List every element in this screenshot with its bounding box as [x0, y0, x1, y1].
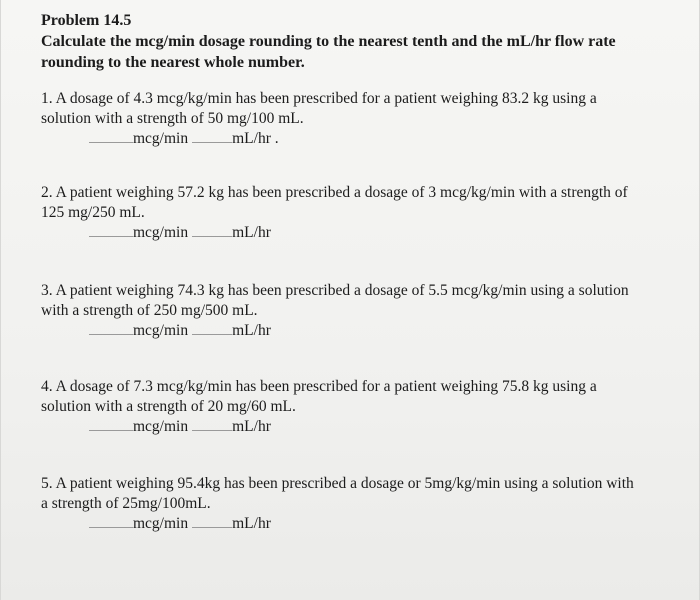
- problem-5-mcg-blank[interactable]: [89, 526, 133, 528]
- problem-4-line-1: 4. A dosage of 7.3 mcg/kg/min has been prescribed for a patient weighing 75.8 kg using a: [41, 378, 597, 395]
- problem-5: [41, 474, 681, 534]
- problem-2-ml-blank[interactable]: [192, 235, 232, 237]
- problem-3-unit-mcg: mcg/min: [133, 322, 189, 339]
- problem-5-ml-blank[interactable]: [192, 526, 232, 528]
- problem-2-answer-row: [89, 223, 681, 243]
- problem-2: [41, 183, 681, 243]
- problem-2-mcg-blank[interactable]: [89, 235, 133, 237]
- problem-5-line-1: 5. A patient weighing 95.4kg has been prescribed a dosage or 5mg/kg/min using a solution with: [41, 475, 634, 492]
- problem-5-line-2: a strength of 25mg/100mL.: [41, 495, 211, 512]
- problem-4-mcg-blank[interactable]: [89, 429, 133, 431]
- problem-4-ml-blank[interactable]: [192, 429, 232, 431]
- problem-1-unit-ml: mL/hr .: [232, 130, 279, 147]
- instruction-line-1: Calculate the mcg/min dosage rounding to the nearest tenth and the mL/hr flow rate: [41, 33, 616, 50]
- problem-3-line-2: with a strength of 250 mg/500 mL.: [41, 302, 258, 319]
- problem-2-line-2: 125 mg/250 mL.: [41, 204, 145, 221]
- problem-1-line-1: 1. A dosage of 4.3 mcg/kg/min has been prescribed for a patient weighing 83.2 kg using a: [41, 90, 597, 107]
- problem-5-unit-mcg: mcg/min: [133, 515, 189, 532]
- problem-1-mcg-blank[interactable]: [89, 141, 133, 143]
- problem-3-unit-ml: mL/hr: [232, 322, 271, 339]
- problem-4-unit-mcg: mcg/min: [133, 418, 189, 435]
- problem-1-unit-mcg: mcg/min: [133, 130, 189, 147]
- problem-title: Problem 14.5: [41, 12, 132, 29]
- problem-1-answer-row: [89, 129, 681, 149]
- instruction-line-2: rounding to the nearest whole number.: [41, 54, 305, 71]
- problem-4-unit-ml: mL/hr: [232, 418, 271, 435]
- problem-1: [41, 89, 681, 149]
- problem-4-line-2: solution with a strength of 20 mg/60 mL.: [41, 398, 296, 415]
- problem-2-line-1: 2. A patient weighing 57.2 kg has been prescribed a dosage of 3 mcg/kg/min with a strength of: [41, 184, 628, 201]
- problem-2-unit-mcg: mcg/min: [133, 224, 189, 241]
- problem-3-ml-blank[interactable]: [192, 333, 232, 335]
- problem-3-answer-row: [89, 321, 681, 341]
- problem-3: [41, 281, 681, 341]
- problem-4: [41, 377, 681, 437]
- problem-3-mcg-blank[interactable]: [89, 333, 133, 335]
- problem-3-line-1: 3. A patient weighing 74.3 kg has been prescribed a dosage of 5.5 mcg/kg/min using a solution: [41, 282, 629, 299]
- problem-1-ml-blank[interactable]: [192, 141, 232, 143]
- problem-2-unit-ml: mL/hr: [232, 224, 271, 241]
- problem-1-line-2: solution with a strength of 50 mg/100 mL.: [41, 110, 304, 127]
- problem-5-answer-row: [89, 514, 681, 534]
- problem-heading: [41, 10, 681, 73]
- problem-4-answer-row: [89, 417, 681, 437]
- problem-5-unit-ml: mL/hr: [232, 515, 271, 532]
